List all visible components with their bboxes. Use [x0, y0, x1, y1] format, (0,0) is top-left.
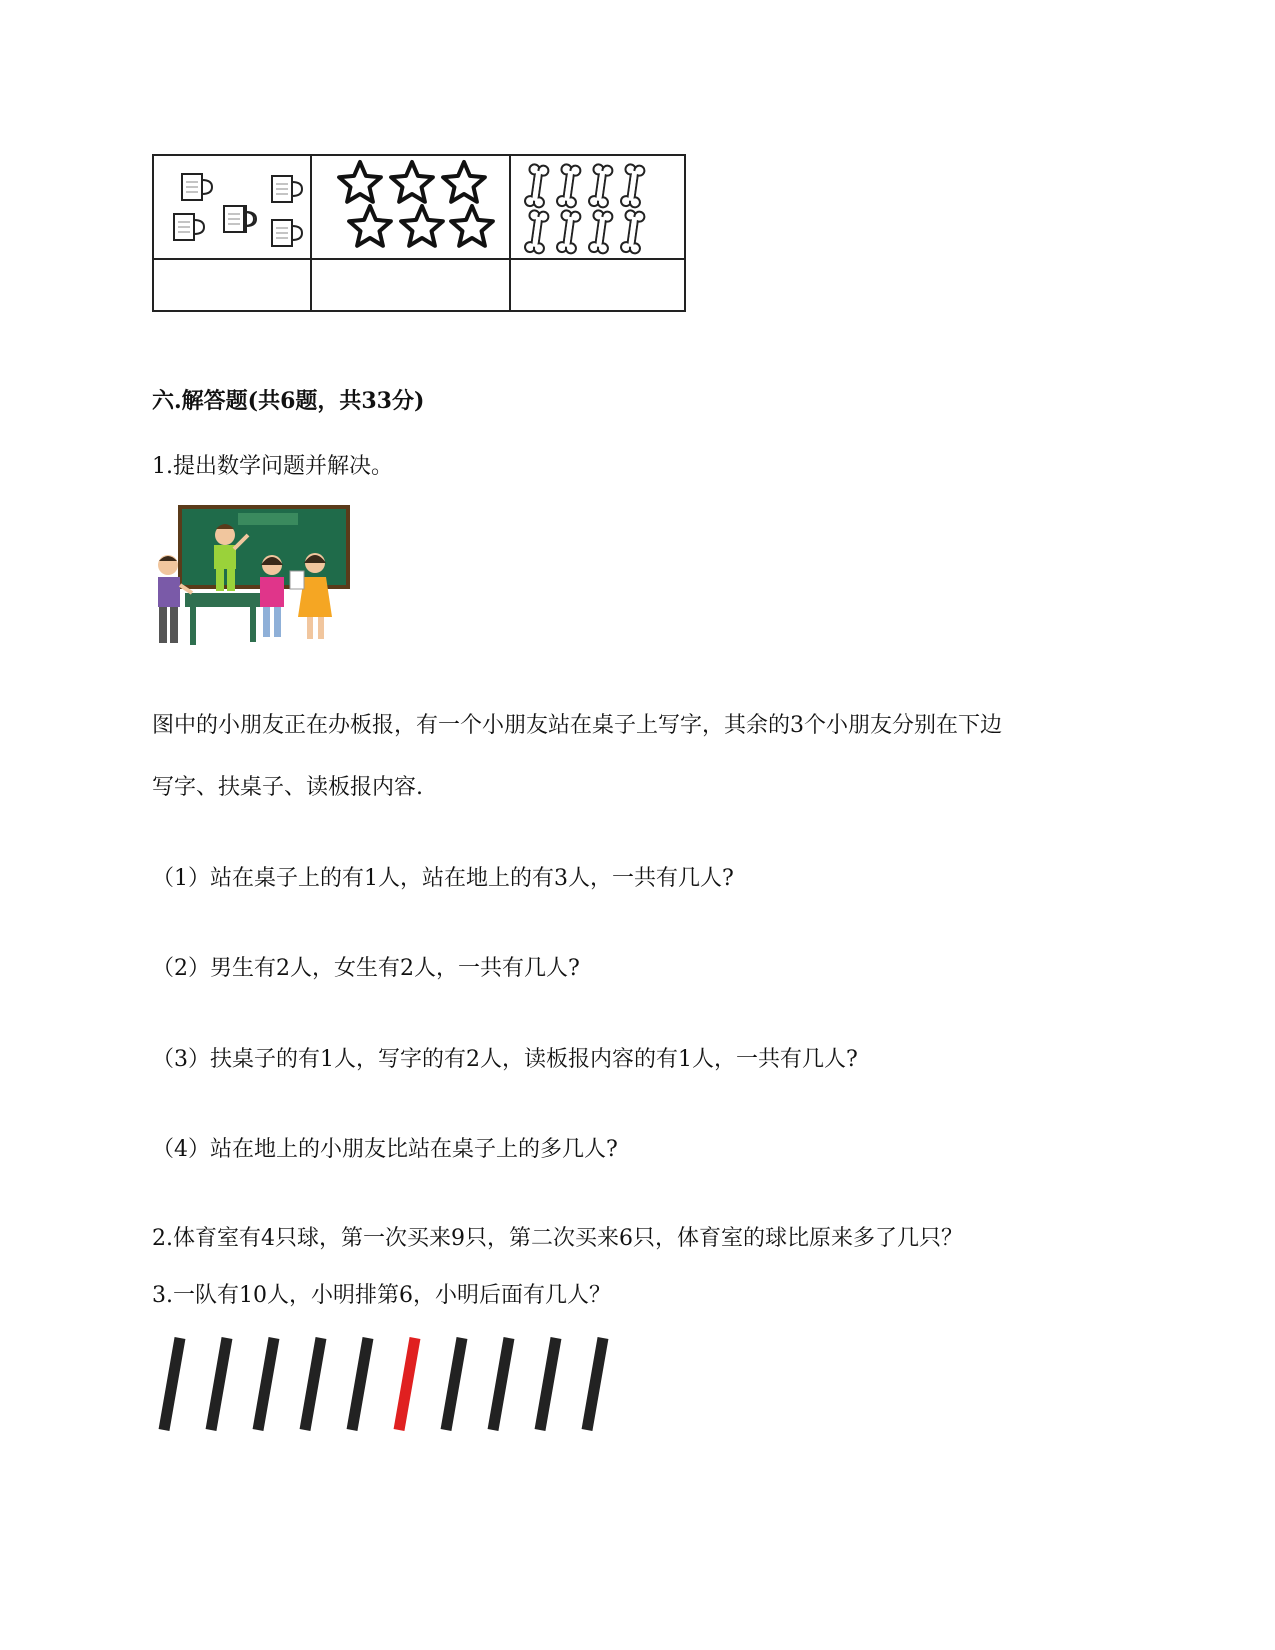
counting-table: [152, 154, 686, 312]
star-icon: [451, 206, 493, 246]
answer-cell-bones[interactable]: [511, 260, 684, 310]
bone-icon: [524, 210, 549, 254]
children-blackboard-illustration: [150, 505, 350, 650]
stick: [446, 1338, 462, 1430]
cups-group: [154, 156, 312, 260]
stick: [540, 1338, 556, 1430]
question-2: 2.体育室有4只球，第一次买来9只，第二次买来6只，体育室的球比原来多了几只？: [152, 1226, 963, 1251]
star-icon: [443, 162, 485, 202]
star-icon: [339, 162, 381, 202]
sub-question-1: （1）站在桌子上的有1人，站在地上的有3人，一共有几人?: [152, 866, 734, 891]
stick: [587, 1338, 603, 1430]
section-title: 六.解答题(共6题，共33分): [152, 388, 425, 414]
cup-icon: [272, 220, 302, 246]
question-3: 3.一队有10人，小明排第6，小明后面有几人？: [152, 1283, 611, 1308]
bone-icon: [588, 164, 613, 208]
stick: [352, 1338, 368, 1430]
stick: [164, 1338, 180, 1430]
stars-group: [312, 156, 511, 260]
stick: [211, 1338, 227, 1430]
queue-sticks: [150, 1330, 630, 1450]
sub-question-2: （2）男生有2人，女生有2人，一共有几人?: [152, 956, 580, 981]
sub-question-3: （3）扶桌子的有1人，写字的有2人，读板报内容的有1人，一共有几人?: [152, 1047, 858, 1072]
answer-cell-cups[interactable]: [154, 260, 312, 310]
cup-icon: [272, 176, 302, 202]
bones-group: [511, 156, 688, 260]
answer-cell-stars[interactable]: [312, 260, 511, 310]
star-icon: [401, 206, 443, 246]
stars-cell: [312, 156, 511, 260]
stick: [258, 1338, 274, 1430]
bone-icon: [620, 164, 645, 208]
cups-cell: [154, 156, 312, 260]
question-1-paragraph-line-1: 图中的小朋友正在办板报，有一个小朋友站在桌子上写字，其余的3个小朋友分别在下边: [152, 713, 1002, 738]
sub-question-4: （4）站在地上的小朋友比站在桌子上的多几人?: [152, 1137, 618, 1162]
stick: [305, 1338, 321, 1430]
question-1-title: 1.提出数学问题并解决。: [152, 454, 393, 479]
bone-icon: [620, 210, 645, 254]
cup-icon: [182, 174, 212, 200]
cup-icon: [224, 206, 254, 232]
bone-icon: [556, 164, 581, 208]
question-1-paragraph-line-2: 写字、扶桌子、读板报内容.: [152, 775, 423, 800]
bone-icon: [524, 164, 549, 208]
cup-icon: [174, 214, 204, 240]
stick: [493, 1338, 509, 1430]
star-icon: [349, 206, 391, 246]
star-icon: [391, 162, 433, 202]
bones-cell: [511, 156, 684, 260]
bone-icon: [556, 210, 581, 254]
stick-xiaoming: [399, 1338, 415, 1430]
bone-icon: [588, 210, 613, 254]
